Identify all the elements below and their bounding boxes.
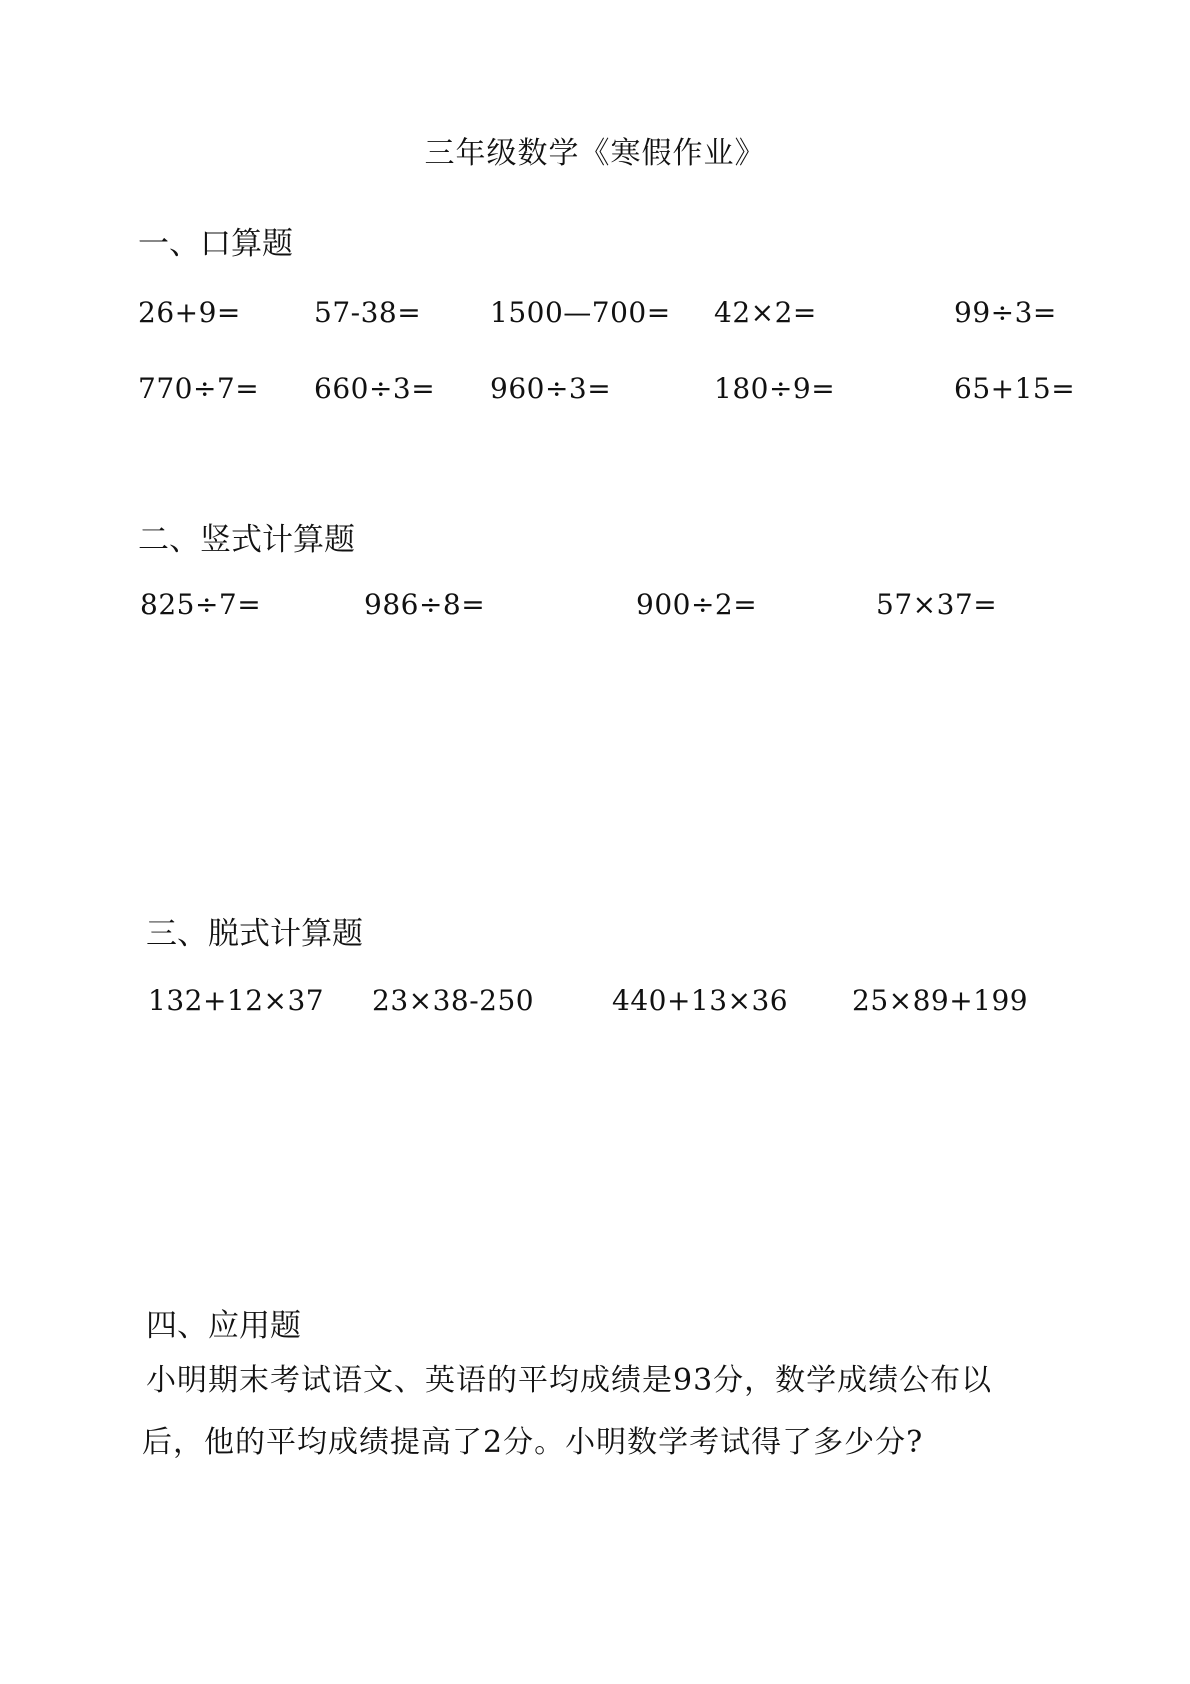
stepwise-problem: 25×89+199 (852, 984, 1029, 1017)
vertical-problem: 986÷8= (364, 588, 486, 621)
oral-problem: 770÷7= (138, 372, 260, 405)
oral-problem: 180÷9= (714, 372, 836, 405)
section-heading-vertical: 二、竖式计算题 (138, 522, 355, 558)
stepwise-problem: 440+13×36 (612, 984, 789, 1017)
oral-problem: 26+9= (138, 296, 241, 329)
vertical-problem: 825÷7= (140, 588, 262, 621)
page-title: 三年级数学《寒假作业》 (424, 136, 766, 171)
vertical-problem: 900÷2= (636, 588, 758, 621)
word-problem-line: 小明期末考试语文、英语的平均成绩是93分，数学成绩公布以 (146, 1363, 993, 1398)
oral-problem: 960÷3= (490, 372, 612, 405)
section-heading-stepwise: 三、脱式计算题 (146, 916, 363, 952)
oral-problem: 660÷3= (314, 372, 436, 405)
oral-problem: 57-38= (314, 296, 422, 329)
vertical-problem: 57×37= (876, 588, 998, 621)
oral-problem: 42×2= (714, 296, 817, 329)
stepwise-problem: 23×38-250 (372, 984, 535, 1017)
oral-problem: 65+15= (954, 372, 1076, 405)
word-problem-line: 后，他的平均成绩提高了2分。小明数学考试得了多少分? (142, 1425, 924, 1460)
oral-problem: 99÷3= (954, 296, 1057, 329)
section-heading-word-problem: 四、应用题 (146, 1308, 301, 1344)
stepwise-problem: 132+12×37 (148, 984, 325, 1017)
section-heading-oral: 一、口算题 (138, 226, 293, 262)
oral-problem: 1500—700= (490, 296, 671, 329)
